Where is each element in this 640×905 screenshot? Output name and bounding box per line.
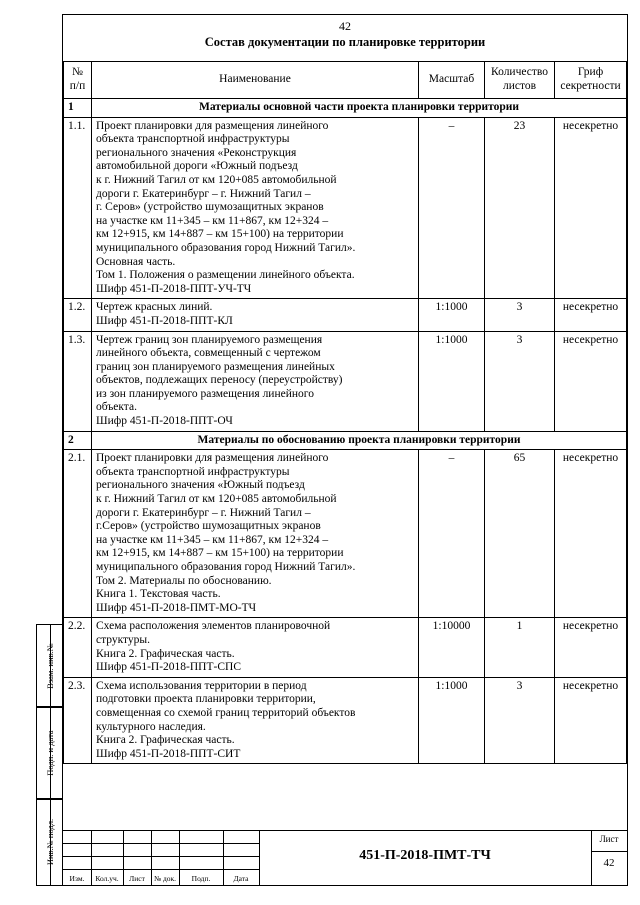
row-number: 1.1. [64, 117, 92, 299]
row-scale: 1:1000 [419, 299, 485, 331]
row-sheets: 23 [485, 117, 555, 299]
stamp-label-count: Кол.уч. [95, 874, 119, 883]
row-name-line: структуры. [96, 633, 151, 646]
stamp-label-signature: Подп. [191, 874, 211, 883]
row-sheets: 3 [485, 331, 555, 431]
stamp-label-date: Дата [233, 874, 249, 883]
row-secrecy: несекретно [555, 618, 627, 677]
row-secrecy: несекретно [555, 677, 627, 764]
page-frame [62, 14, 628, 886]
section-title: Материалы основной части проекта планировки территории [92, 99, 627, 118]
page-title: Состав документации по планировке территории [204, 35, 486, 49]
row-name-line: Шифр 451-П-2018-ППТ-УЧ-ТЧ [96, 282, 252, 295]
table-header-row [64, 62, 627, 99]
row-name-line: регионального значения «Реконструкция [96, 146, 297, 159]
table-row [64, 299, 627, 331]
row-name-line: Книга 2. Графическая часть. [96, 734, 235, 747]
row-name-line: Шифр 451-П-2018-ППТ-ОЧ [96, 415, 233, 428]
row-name-line: объекта транспортной инфраструктуры [96, 465, 290, 478]
row-scale: – [419, 117, 485, 299]
section-row [64, 99, 627, 118]
row-name-line: объекта транспортной инфраструктуры [96, 133, 290, 146]
row-sheets: 3 [485, 299, 555, 331]
section-row [64, 431, 627, 450]
row-name-line: г. Серов» (устройство шумозащитных экранов [96, 201, 324, 214]
row-name [92, 450, 419, 618]
header-num: № п/п [64, 62, 92, 99]
title-block-stamp [63, 830, 627, 885]
row-secrecy: несекретно [555, 299, 627, 331]
row-name-line: Проект планировки для размещения линейного [96, 452, 329, 465]
row-name [92, 677, 419, 764]
row-name-line: км 12+915, км 14+887 – км 15+100) на территории [96, 547, 344, 560]
row-name-line: Книга 2. Графическая часть. [96, 647, 235, 660]
row-name-line: дороги г. Екатеринбург – г. Нижний Тагил – [96, 506, 311, 519]
row-name-line: Схема использования территории в период [96, 679, 307, 692]
row-sheets: 65 [485, 450, 555, 618]
table-row [64, 450, 627, 618]
row-name-line: Шифр 451-П-2018-ППТ-СИТ [96, 747, 241, 760]
row-name [92, 618, 419, 677]
row-name-line: культурного наследия. [96, 720, 206, 733]
table-row [64, 117, 627, 299]
header-sheets: Количество листов [485, 62, 555, 99]
table-row [64, 618, 627, 677]
row-name-line: Шифр 451-П-2018-ППТ-СПС [96, 661, 241, 674]
row-name-line: Том 2. Материалы по обоснованию. [96, 574, 272, 587]
side-box-replaced-inv [36, 624, 62, 708]
row-name-line: Схема расположения элементов планировочной [96, 620, 331, 633]
stamp-label-doc: № док. [153, 874, 177, 883]
row-name-line: к г. Нижний Тагил от км 120+085 автомобильной [96, 493, 337, 506]
row-name-line: Том 1. Положения о размещении линейного объекта. [96, 269, 355, 282]
row-name-line: Основная часть. [96, 255, 176, 268]
row-number: 2.1. [64, 450, 92, 618]
row-name-line: объекта. [96, 401, 137, 414]
row-name-line: линейного объекта, совмещенный с чертежом [96, 347, 321, 360]
row-name-line: к г. Нижний Тагил от км 120+085 автомобильной [96, 173, 337, 186]
row-number: 2.2. [64, 618, 92, 677]
side-label-original-inv: Инв.№ подл. [44, 818, 55, 866]
row-name-line: дороги г. Екатеринбург – г. Нижний Тагил – [96, 187, 311, 200]
row-name-line: из зон планируемого размещения линейного [96, 387, 314, 400]
row-name-line: г.Серов» (устройство шумозащитных экранов [96, 520, 321, 533]
row-sheets: 1 [485, 618, 555, 677]
section-number: 2 [64, 431, 92, 450]
row-scale: 1:10000 [419, 618, 485, 677]
header-name: Наименование [92, 62, 419, 99]
row-number: 2.3. [64, 677, 92, 764]
row-name-line: Чертеж красных линий. [96, 301, 213, 314]
side-box-signature-date [36, 706, 62, 800]
row-secrecy: несекретно [555, 117, 627, 299]
page-number: 42 [339, 19, 351, 33]
row-sheets: 3 [485, 677, 555, 764]
row-scale: – [419, 450, 485, 618]
row-name-line: регионального значения «Южный подъезд [96, 479, 305, 492]
row-name-line: Проект планировки для размещения линейного [96, 119, 329, 132]
row-name-line: Шифр 451-П-2018-ППТ-КЛ [96, 314, 233, 327]
header-secrecy: Гриф секретности [555, 62, 627, 99]
row-name-line: на участке км 11+345 – км 11+867, км 12+324 – [96, 214, 329, 227]
row-number: 1.3. [64, 331, 92, 431]
stamp-label-sheet: Лист [129, 874, 145, 883]
sheet-number: 42 [603, 857, 615, 869]
row-name [92, 117, 419, 299]
row-name-line: подготовки проекта планировки территории, [96, 693, 316, 706]
document-code: 451-П-2018-ПМТ-ТЧ [359, 848, 491, 863]
side-box-original-inv [36, 798, 62, 886]
table-row [64, 677, 627, 764]
table-body [64, 99, 627, 764]
table-row [64, 331, 627, 431]
row-name-line: Книга 1. Текстовая часть. [96, 588, 221, 601]
row-number: 1.2. [64, 299, 92, 331]
sheet-label: Лист [599, 834, 619, 844]
stamp-label-change: Изм. [69, 874, 85, 883]
row-name-line: муниципального образования город Нижний Тагил». [96, 561, 356, 573]
header-scale: Масштаб [419, 62, 485, 99]
row-name [92, 299, 419, 331]
documents-table [63, 61, 627, 764]
row-name-line: муниципального образования город Нижний Тагил». [96, 241, 356, 254]
side-label-replaced-inv: Взам. инв.№ [44, 643, 55, 689]
row-scale: 1:1000 [419, 331, 485, 431]
section-title: Материалы по обоснованию проекта планировки территории [92, 431, 627, 450]
row-name-line: Шифр 451-П-2018-ПМТ-МО-ТЧ [96, 601, 257, 614]
row-name-line: совмещенная со схемой границ территорий объектов [96, 706, 356, 719]
row-secrecy: несекретно [555, 331, 627, 431]
row-name-line: Чертеж границ зон планируемого размещения [96, 333, 323, 346]
row-name-line: автомобильной дороги «Южный подъезд [96, 160, 298, 173]
section-number: 1 [64, 99, 92, 118]
row-name-line: объектов, подлежащих переносу (переустройству) [96, 374, 343, 387]
row-name-line: км 12+915, км 14+887 – км 15+100) на территории [96, 228, 344, 241]
row-secrecy: несекретно [555, 450, 627, 618]
side-label-signature-date: Подп. и дата [44, 730, 55, 776]
row-name [92, 331, 419, 431]
row-scale: 1:1000 [419, 677, 485, 764]
row-name-line: на участке км 11+345 – км 11+867, км 12+324 – [96, 533, 329, 546]
row-name-line: границ зон планируемого размещения линейных [96, 360, 335, 373]
